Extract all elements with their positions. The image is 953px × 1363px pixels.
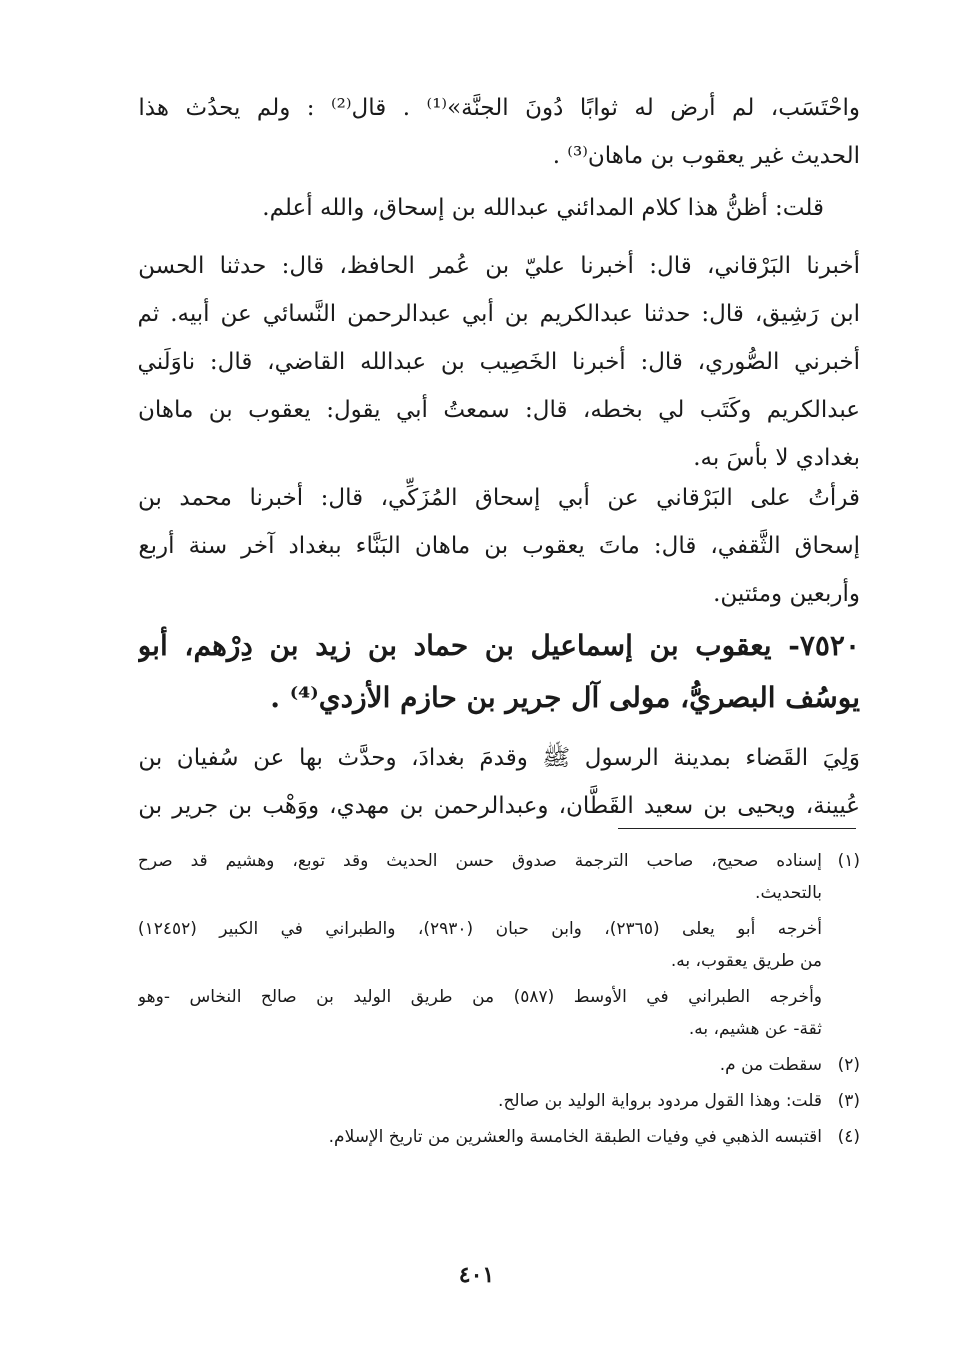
text-line: بغدادي لا بأسَ به. xyxy=(693,445,860,471)
text-line: عُيينة، ويحيى بن سعيد القَطَّان، وعبدالرحمن بن مهدي، ووَهْب بن جرير بن xyxy=(138,793,860,819)
text-line: عبدالكريم وكَتَب لي بخطه، قال: سمعتُ أبي يقول: يعقوب بن ماهان xyxy=(138,397,860,423)
heading-line: يوسُف البصريُّ، مولى آل جرير بن حازم الأزدي⁽⁴⁾ . xyxy=(270,681,860,714)
paragraph-death-date xyxy=(138,474,860,618)
footnote-number: (٣) xyxy=(837,1091,860,1111)
paragraph-hadith-ending xyxy=(138,84,860,180)
heading-line: ٧٥٢٠- يعقوب بن إسماعيل بن حماد بن زيد بن دِرْهم، أبو xyxy=(138,629,860,662)
text-line: الحديث غير يعقوب بن ماهان⁽³⁾ . xyxy=(552,143,860,169)
page-number: ٤٠١ xyxy=(458,1262,495,1288)
biography-entry-heading xyxy=(138,620,860,724)
footnote-line: قلت: وهذا القول مردود برواية الوليد بن صالح. xyxy=(498,1091,822,1111)
footnote-number: (٤) xyxy=(837,1127,860,1147)
footnote-number: (١) xyxy=(837,851,860,871)
text-line: وَلِيَ القَضاء بمدينة الرسول ﷺ وقدمَ بغدادَ، وحدَّث بها عن سُفيان بن xyxy=(138,745,860,771)
paragraph-isnad-barqani xyxy=(138,242,860,482)
footnotes xyxy=(138,845,860,1157)
footnote-line: ثقة- عن هشيم، به. xyxy=(688,1019,822,1039)
paragraph-author-note xyxy=(138,184,860,232)
footnote-4 xyxy=(138,1121,860,1153)
text-line: واحْتَسَب، لم أرض له ثوابًا دُونَ الجنَّة»⁽¹⁾ . قال⁽²⁾ : ولم يحدُث هذا xyxy=(138,95,860,121)
text-line: أخبرنا البَرْقاني، قال: أخبرنا عليّ بن عُمر الحافظ، قال: حدثنا الحسن xyxy=(138,253,860,279)
text-line: ابن رَشِيق، قال: حدثنا عبدالكريم بن أبي عبدالرحمن النَّسائي عن أبيه. ثم xyxy=(138,301,860,327)
footnote-1-takhrij-b xyxy=(138,981,860,1045)
footnote-1-takhrij-a xyxy=(138,913,860,977)
footnote-line: وأخرجه الطبراني في الأوسط (٥٨٧) من طريق الوليد بن صالح النخاس -وهو xyxy=(138,987,822,1007)
footnote-2 xyxy=(138,1049,860,1081)
footnote-line: سقطت من م. xyxy=(719,1055,822,1075)
footnote-line: أخرجه أبو يعلى (٢٣٦٥)، وابن حبان (٢٩٣٠)، والطبراني في الكبير (١٢٤٥٢) xyxy=(138,919,822,939)
footnote-line: من طريق يعقوب، به. xyxy=(670,951,822,971)
text-line: وأربعين ومئتين. xyxy=(713,581,860,607)
footnote-number: (٢) xyxy=(837,1055,860,1075)
text-line: أخبرني الصُّوري، قال: أخبرنا الخَصِيب بن عبدالله القاضي، قال: ناوَلَني xyxy=(138,349,860,375)
paragraph-biography-start xyxy=(138,734,860,830)
text-line: إسحاق الثَّقفي، قال: ماتَ يعقوب بن ماهان البَنَّاء ببغداد آخر سنة أربع xyxy=(138,533,860,559)
footnote-line: اقتبسه الذهبي في وفيات الطبقة الخامسة والعشرين من تاريخ الإسلام. xyxy=(328,1127,822,1147)
footnote-line: إسناده صحيح، صاحب الترجمة صدوق حسن الحديث وقد توبع، وهشيم قد صرح xyxy=(138,851,822,871)
text-line: قرأتُ على البَرْقاني عن أبي إسحاق المُزَكِّي، قال: أخبرنا محمد بن xyxy=(138,485,860,511)
footnote-separator xyxy=(618,828,856,829)
text-line: قلت: أظنُّ هذا كلام المدائني عبدالله بن إسحاق، والله أعلم. xyxy=(262,195,824,221)
footnote-3 xyxy=(138,1085,860,1117)
footnote-line: بالتحديث. xyxy=(755,883,822,903)
footnote-1 xyxy=(138,845,860,909)
